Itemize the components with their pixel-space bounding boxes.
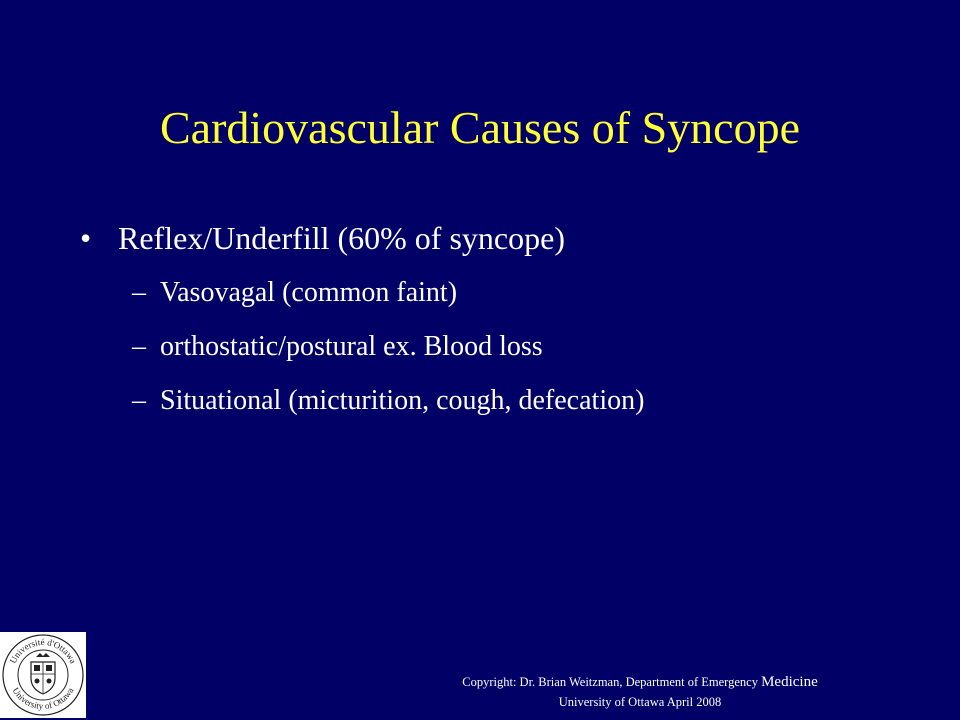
copyright-text: Copyright: Dr. Brian Weitzman, Department of Emergency	[462, 675, 762, 689]
bullet-list	[80, 210, 930, 428]
sub-bullet-text: Situational (micturition, cough, defecation)	[160, 385, 645, 416]
university-of-ottawa-seal-icon	[0, 632, 86, 718]
sub-bullet-text: orthostatic/postural ex. Blood loss	[160, 331, 543, 362]
seal-graphic	[0, 632, 86, 718]
sub-bullet-marker: –	[132, 277, 146, 308]
copyright-line-2: University of Ottawa April 2008	[558, 695, 722, 709]
copyright-footer	[380, 672, 900, 712]
seal-ring-text-bottom: University of Ottawa	[10, 685, 76, 712]
sub-bullet-item	[80, 374, 930, 428]
bullet-item	[80, 210, 930, 266]
copyright-department: Medicine	[761, 674, 818, 690]
sub-bullet-text: Vasovagal (common faint)	[160, 277, 458, 308]
bullet-text: Reflex/Underfill (60% of syncope)	[118, 220, 565, 256]
sub-bullet-item	[80, 266, 930, 320]
bullet-marker: •	[80, 220, 92, 256]
seal-ring-text-top: Université d'Ottawa	[7, 636, 79, 666]
sub-bullet-item	[80, 320, 930, 374]
copyright-line-1	[380, 672, 900, 692]
sub-bullet-marker: –	[132, 385, 146, 416]
slide-title: Cardiovascular Causes of Syncope	[159, 102, 800, 153]
sub-bullet-marker: –	[132, 331, 146, 362]
